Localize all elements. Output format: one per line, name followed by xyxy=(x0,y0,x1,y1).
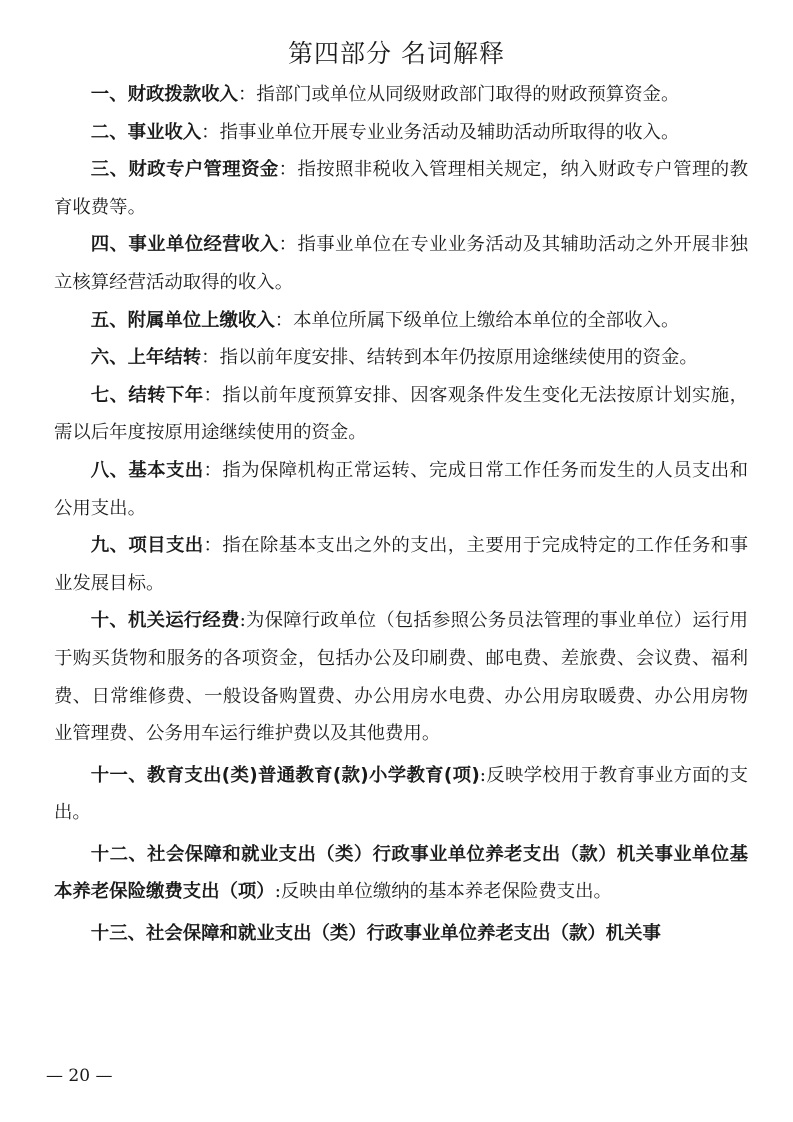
entry-term: 十二、社会保障和就业支出（类）行政事业单位养老支出（款）机关事业单位基本养老保险缴费支出（项） xyxy=(54,843,748,903)
glossary-entry xyxy=(54,602,748,752)
entry-separator: ： xyxy=(203,535,223,557)
entry-term: 十三、社会保障和就业支出（类）行政事业单位养老支出（款）机关事 xyxy=(90,923,661,945)
entry-definition: 指以前年度安排、结转到本年仍按原用途继续使用的资金。 xyxy=(219,347,698,369)
entry-separator: : xyxy=(239,610,246,632)
entry-separator: ： xyxy=(278,234,298,256)
entry-definition: 指事业单位在专业业务活动及其辅助活动之外开展非独立核算经营活动取得的收入。 xyxy=(54,234,748,293)
entry-term: 十、机关运行经费 xyxy=(90,610,240,632)
glossary-entry xyxy=(54,377,748,452)
glossary-entry xyxy=(54,151,748,226)
entry-separator: : xyxy=(479,764,486,786)
glossary-body xyxy=(54,76,748,953)
entry-definition: 指按照非税收入管理相关规定，纳入财政专户管理的教育收费等。 xyxy=(54,159,748,218)
glossary-entry xyxy=(54,302,748,340)
entry-term: 一、财政拨款收入 xyxy=(90,84,238,105)
entry-separator: ： xyxy=(278,159,298,181)
entry-definition: 指部门或单位从同级财政部门取得的财政预算资金。 xyxy=(256,84,680,105)
glossary-entry xyxy=(54,836,748,911)
glossary-entry xyxy=(54,114,748,152)
glossary-entry xyxy=(54,915,748,953)
entry-term: 五、附属单位上缴收入 xyxy=(90,309,275,331)
entry-definition: 指事业单位开展专业业务活动及辅助活动所取得的收入。 xyxy=(219,121,680,143)
glossary-entry xyxy=(54,757,748,832)
entry-term: 六、上年结转 xyxy=(90,347,202,369)
page-number: — 20 — xyxy=(46,1066,113,1086)
glossary-entry xyxy=(54,226,748,301)
entry-separator: ： xyxy=(274,309,294,331)
entry-separator: ： xyxy=(203,384,223,406)
entry-definition: 反映学校用于教育事业方面的支出。 xyxy=(54,764,748,824)
glossary-entry xyxy=(54,76,748,114)
entry-term: 九、项目支出 xyxy=(90,535,204,557)
entry-term: 十一、教育支出(类)普通教育(款)小学教育(项) xyxy=(90,764,480,786)
entry-separator: ： xyxy=(201,347,220,369)
entry-definition: 为保障行政单位（包括参照公务员法管理的事业单位）运行用于购买货物和服务的各项资金，包括办公及印刷费、邮电费、差旅费、会议费、福利费、日常维修费、一般设备购置费、办公用房水电费、办公用房取暖费、办公用房物业管理费、公务用车运行维护费以及其他费用。 xyxy=(54,610,748,745)
entry-separator: : xyxy=(274,881,281,903)
entry-definition: 反映由单位缴纳的基本养老保险费支出。 xyxy=(280,881,612,903)
entry-separator: ： xyxy=(201,121,220,143)
glossary-entry xyxy=(54,339,748,377)
glossary-entry xyxy=(54,452,748,527)
entry-definition: 指在除基本支出之外的支出，主要用于完成特定的工作任务和事业发展目标。 xyxy=(54,535,748,594)
entry-separator: ： xyxy=(237,84,257,105)
entry-term: 八、基本支出 xyxy=(90,459,204,481)
entry-separator: ： xyxy=(203,459,223,481)
entry-term: 七、结转下年 xyxy=(90,384,204,406)
glossary-entry xyxy=(54,527,748,602)
page-title: 第四部分 名词解释 xyxy=(288,39,505,68)
entry-term: 二、事业收入 xyxy=(90,121,202,143)
entry-term: 三、财政专户管理资金 xyxy=(90,159,279,181)
entry-definition: 指以前年度预算安排、因客观条件发生变化无法按原计划实施，需以后年度按原用途继续使用的资金。 xyxy=(54,384,748,444)
entry-definition: 指为保障机构正常运转、完成日常工作任务而发生的人员支出和公用支出。 xyxy=(54,459,748,519)
entry-definition: 本单位所属下级单位上缴给本单位的全部收入。 xyxy=(293,309,680,331)
entry-term: 四、事业单位经营收入 xyxy=(90,234,279,256)
